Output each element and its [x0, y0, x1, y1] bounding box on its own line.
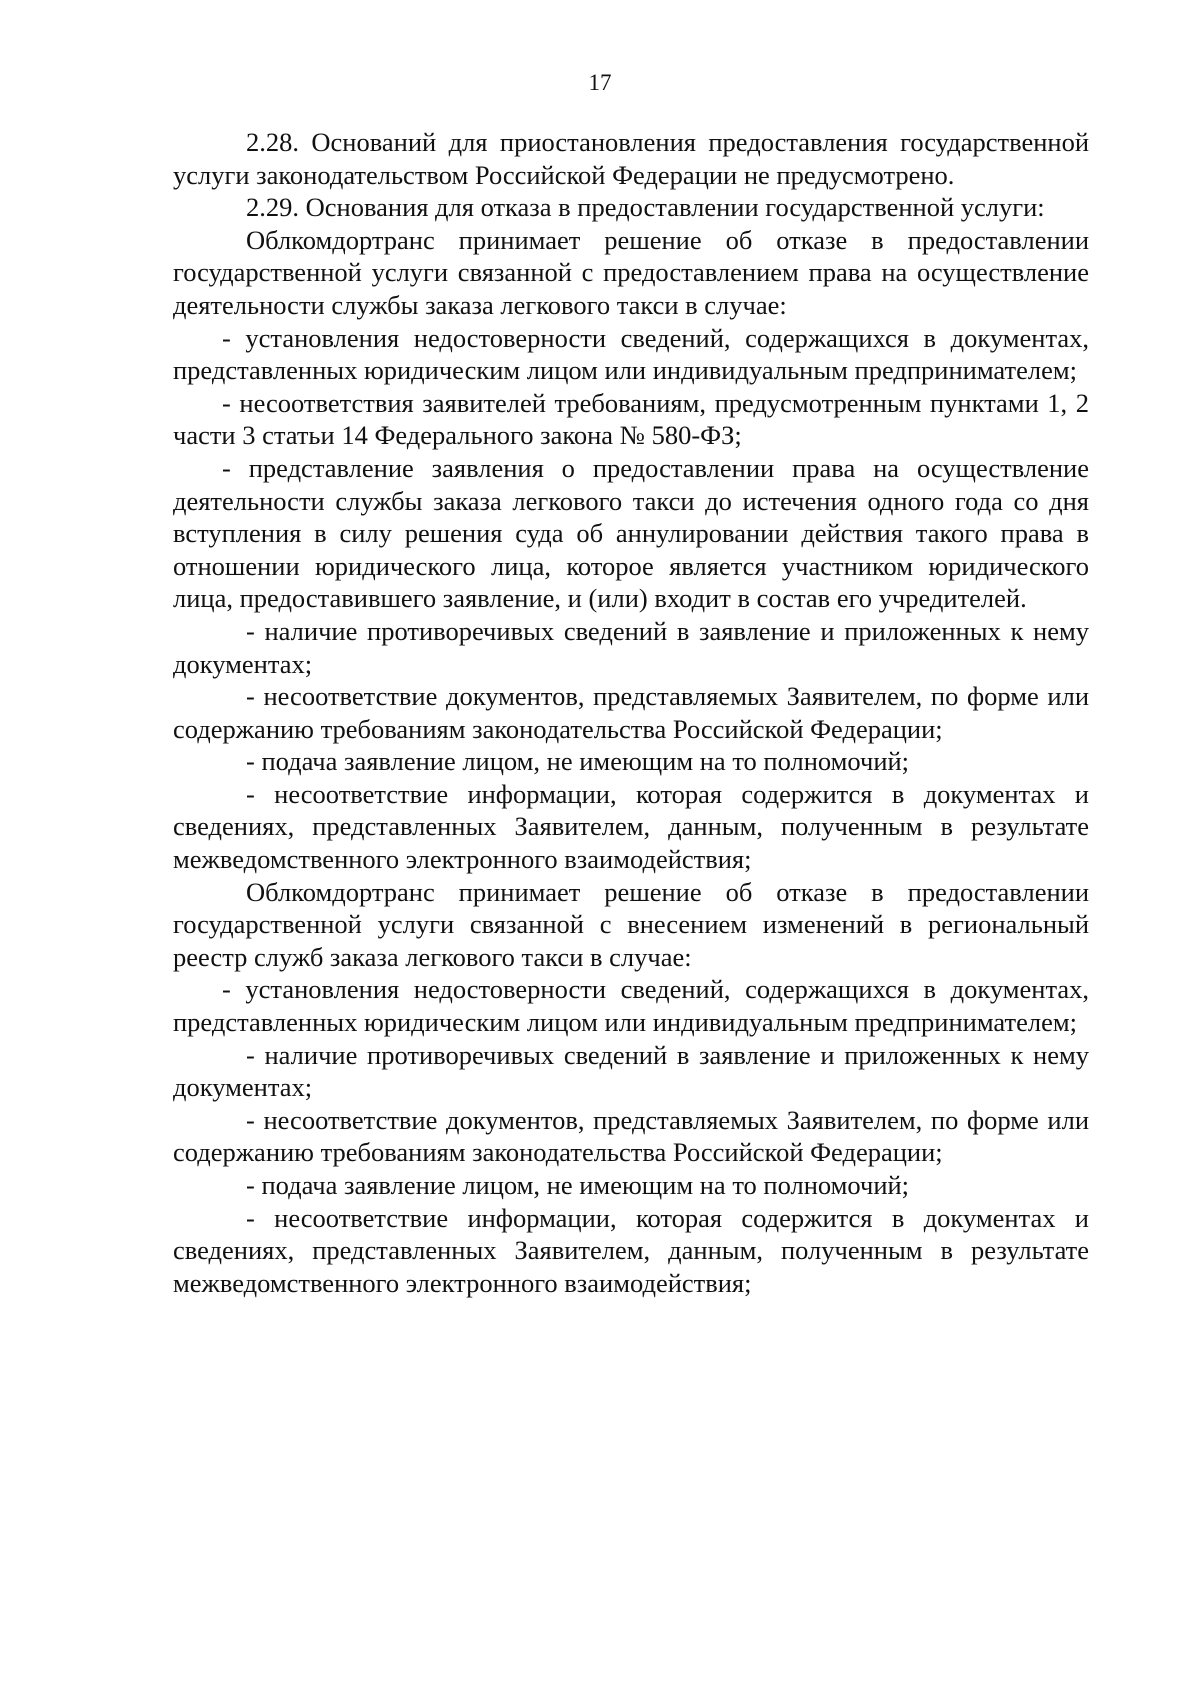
- paragraph-refusal-intro-2: Облкомдортранс принимает решение об отказе в предоставлении государственной услуги связанной с внесением изменений в региональный реестр служб заказа легкового такси в случае:: [173, 876, 1089, 972]
- document-body: [173, 126, 1089, 1299]
- list-item: - несоответствие документов, представляемых Заявителем, по форме или содержанию требованиям законодательства Российской Федерации;: [173, 681, 1089, 744]
- list-item: - наличие противоречивых сведений в заявление и приложенных к нему документах;: [173, 1039, 1089, 1103]
- list-item: - установления недостоверности сведений, содержащихся в документах, представленных юридическим лицом или индивидуальным предпринимателем;: [173, 322, 1089, 386]
- list-item: - несоответствия заявителей требованиям, предусмотренным пунктами 1, 2 части 3 статьи 14 Федерального закона № 580-ФЗ;: [173, 387, 1089, 451]
- list-item: - подача заявление лицом, не имеющим на то полномочий;: [246, 1170, 910, 1200]
- list-item: - представление заявления о предоставлении права на осуществление деятельности службы заказа легкового такси до истечения одного года со дня вступления в силу решения суда об аннулировании действия такого права в отношении юридического лица, которое является участником юридического лица, предоставившего заявление, и (или) входит в состав его учредителей.: [173, 452, 1089, 614]
- list-item: - установления недостоверности сведений, содержащихся в документах, представленных юридическим лицом или индивидуальным предпринимателем;: [173, 974, 1089, 1038]
- list-item: - несоответствие документов, представляемых Заявителем, по форме или содержанию требованиям законодательства Российской Федерации;: [173, 1104, 1089, 1168]
- page-number: 17: [588, 70, 612, 95]
- paragraph-2-29: 2.29. Основания для отказа в предоставлении государственной услуги:: [246, 192, 1045, 223]
- paragraph-2-28: 2.28. Оснований для приостановления предоставления государственной услуги законодательством Российской Федерации не предусмотрено.: [173, 127, 1089, 190]
- paragraph-refusal-intro-1: Облкомдортранс принимает решение об отказе в предоставлении государственной услуги связанной с предоставлением права на осуществление деятельности службы заказа легкового такси в случае:: [173, 224, 1089, 320]
- list-item: - подача заявление лицом, не имеющим на то полномочий;: [246, 746, 910, 777]
- list-item: - несоответствие информации, которая содержится в документах и сведениях, представленных Заявителем, данным, полученным в результате межведомственного электронного взаимодействия;: [173, 778, 1089, 875]
- list-item: - наличие противоречивых сведений в заявление и приложенных к нему документах;: [173, 615, 1089, 679]
- list-item: - несоответствие информации, которая содержится в документах и сведениях, представленных Заявителем, данным, полученным в результате межведомственного электронного взаимодействия;: [173, 1202, 1089, 1298]
